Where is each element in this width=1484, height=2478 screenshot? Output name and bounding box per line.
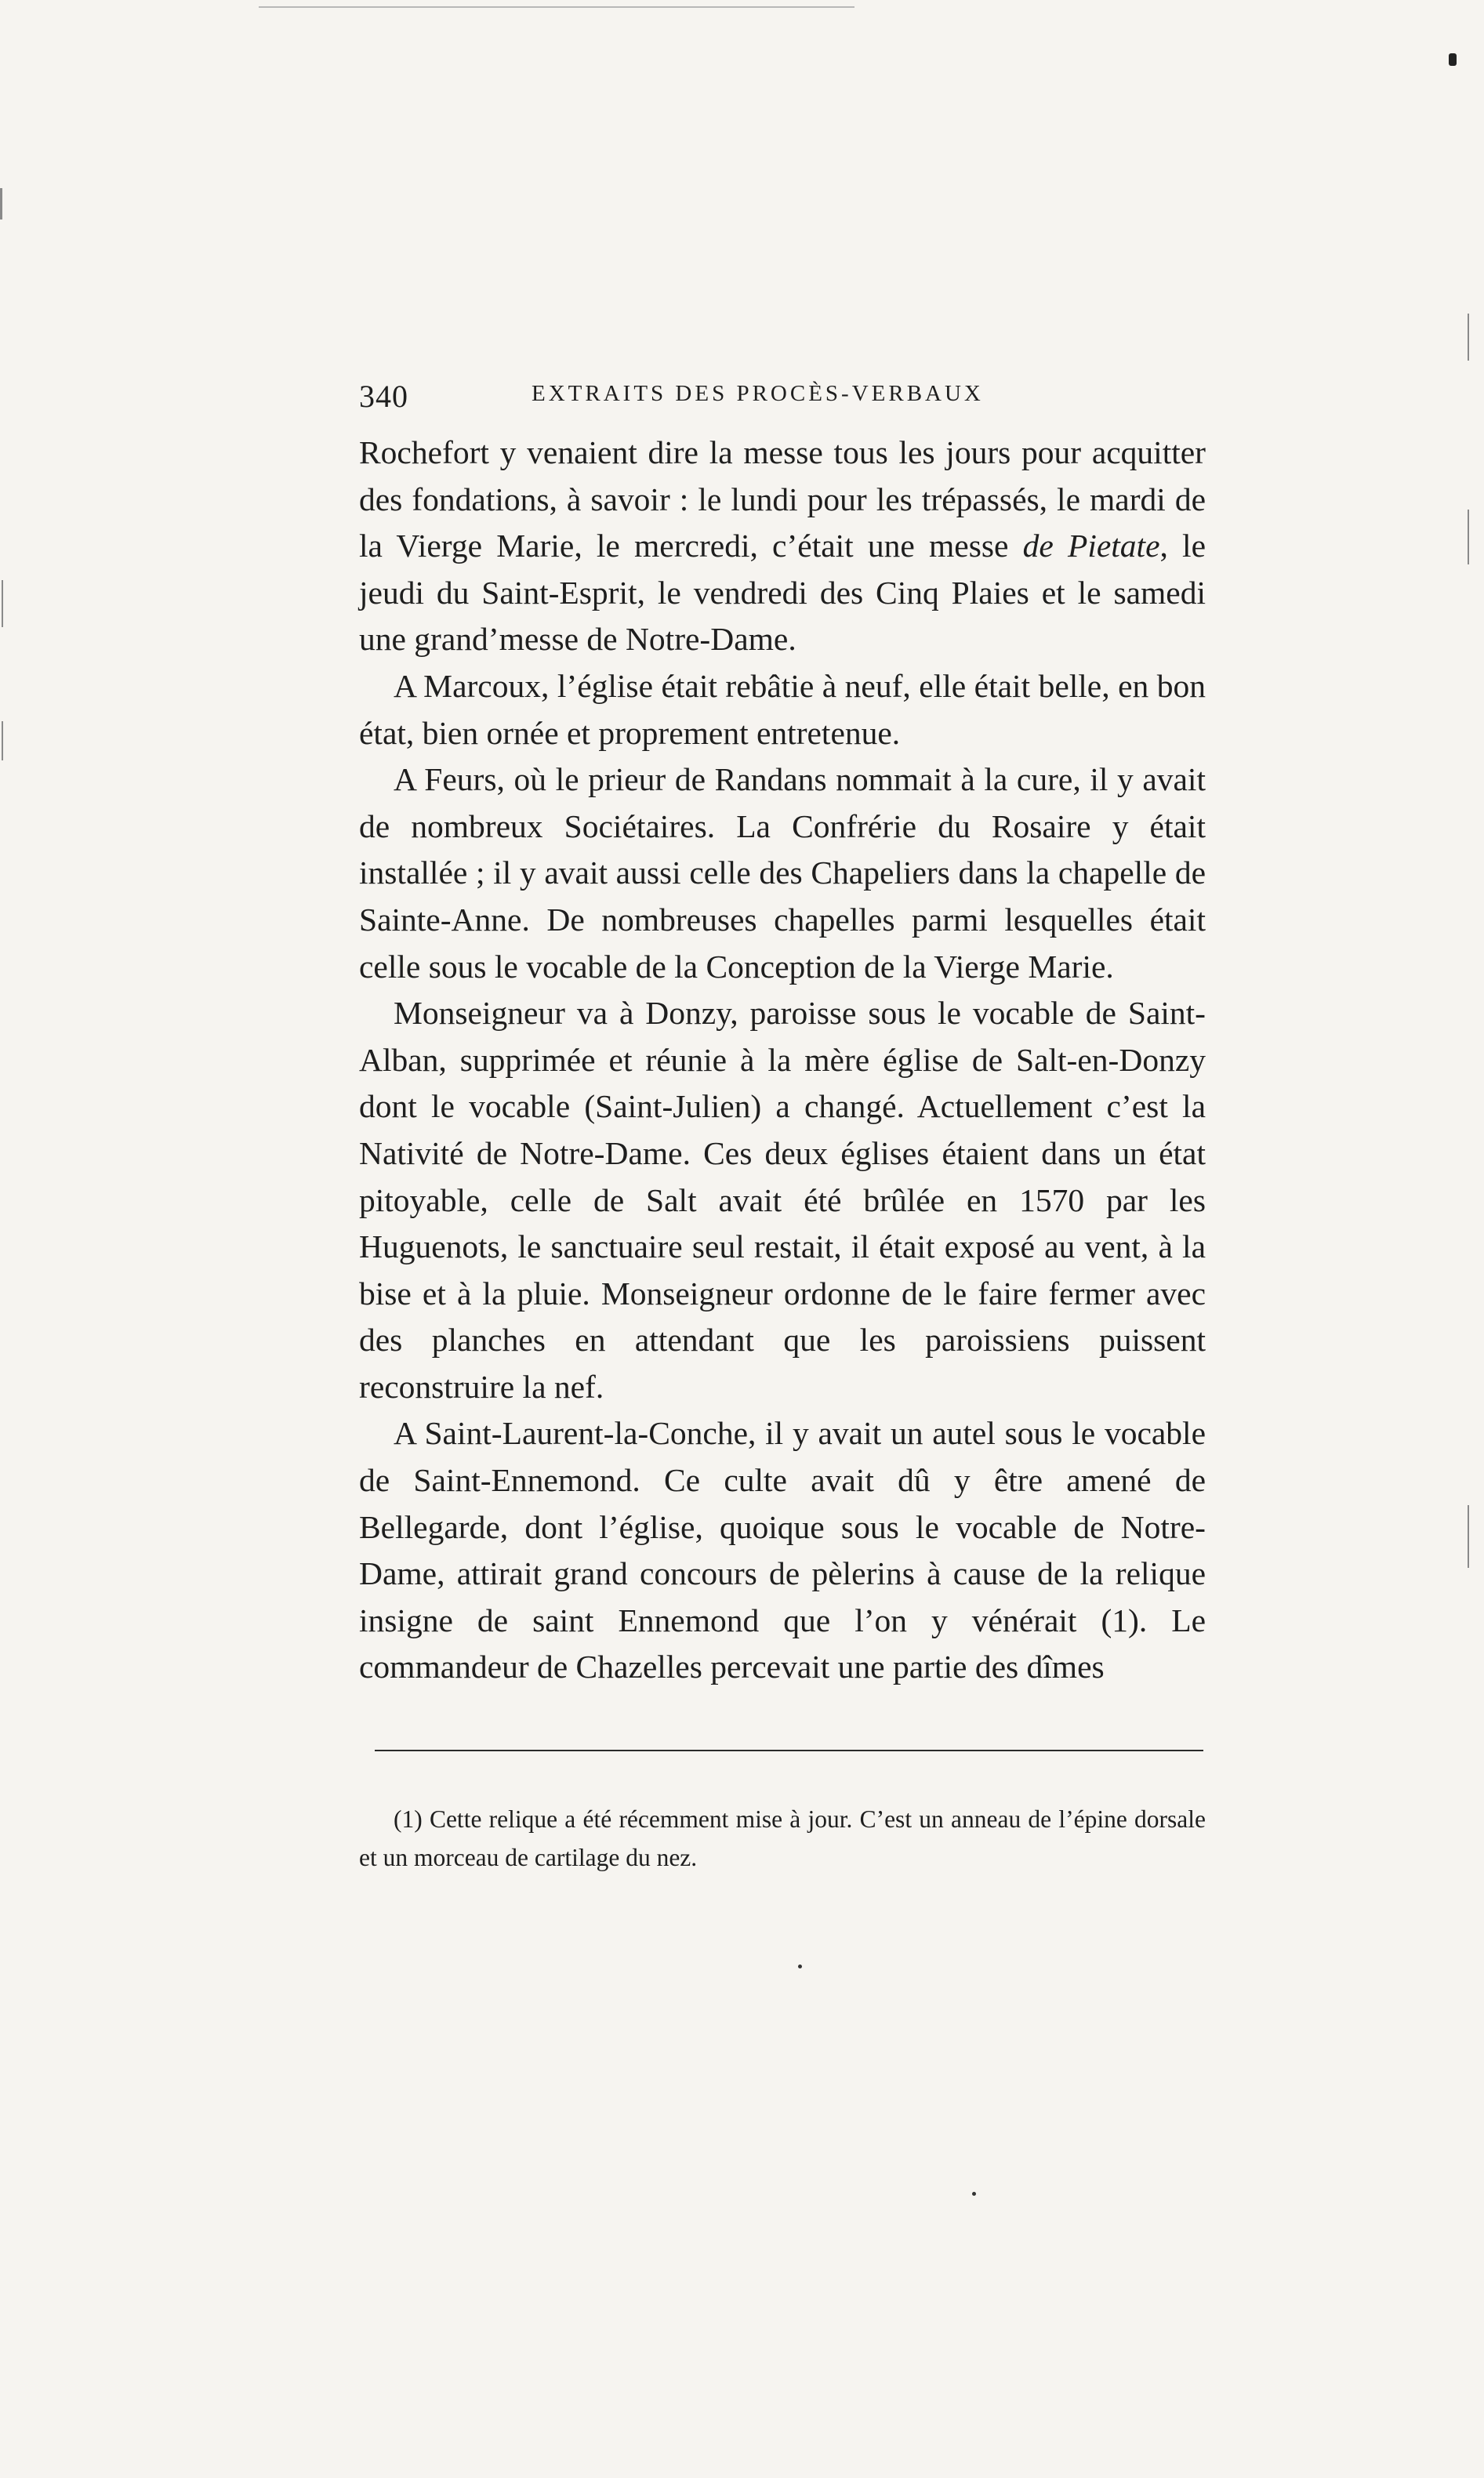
scan-edge-mark (2, 580, 3, 627)
scan-edge-mark (1468, 1505, 1469, 1568)
scan-speck (798, 1965, 802, 1968)
paragraph: A Marcoux, l’église était rebâtie à neuf, elle était belle, en bon état, bien ornée et proprement entretenue. (359, 667, 1206, 751)
scan-edge-mark (1468, 314, 1469, 361)
paragraph: Rochefort y venaient dire la messe tous les jours pour acquitter des fondations, à savoir : le lundi pour les trépassés, le mardi de la Vierge Marie, le mercredi, c’était une messe de Pietate, le jeudi du Saint-Esprit, le vendredi des Cinq Plaies et le samedi une grand’messe de Notre-Dame. (359, 434, 1206, 658)
scan-edge-line (259, 6, 854, 8)
paragraph: Monseigneur va à Donzy, paroisse sous le vocable de Saint-Alban, supprimée et réunie à la mère église de Salt-en-Donzy dont le vocable (Saint-Julien) a changé. Actuellement c’est la Nativité de Notre-Dame. Ces deux églises étaient dans un état pitoyable, celle de Salt avait été brûlée en 1570 par les Huguenots, le sanctuaire seul restait, il était exposé au vent, à la bise et à la pluie. Monseigneur ordonne de le faire fermer avec des planches en attendant que les paroissiens puissent reconstruire la nef. (359, 995, 1206, 1405)
body-text (359, 430, 1206, 1691)
paragraph: A Saint-Laurent-la-Conche, il y avait un autel sous le vocable de Saint-Ennemond. Ce culte avait dû y être amené de Bellegarde, dont l’église, quoique sous le vocable de Notre-Dame, attirait grand concours de pèlerins à cause de la relique insigne de saint Ennemond que l’on y vénérait (1). Le commandeur de Chazelles percevait une partie des dîmes (359, 1415, 1206, 1685)
page-number: 340 (359, 379, 408, 414)
scan-speck (972, 2192, 976, 2196)
running-title: EXTRAITS DES PROCÈS-VERBAUX (532, 381, 984, 406)
scan-artifact-mark (1449, 53, 1457, 66)
scan-edge-mark (2, 721, 3, 760)
footnote-divider (375, 1750, 1203, 1751)
italic-phrase: de Pietate (1022, 528, 1160, 564)
footnote-text: (1) Cette relique a été récemment mise à jour. C’est un anneau de l’épine dorsale et un morceau de cartilage du nez. (359, 1805, 1206, 1871)
running-head (359, 375, 1206, 414)
scan-edge-mark (0, 188, 2, 220)
footnote (359, 1800, 1206, 1877)
paragraph: A Feurs, où le prieur de Randans nommait à la cure, il y avait de nombreux Sociétaires. La Confrérie du Rosaire y était installée ; il y avait aussi celle des Chapeliers dans la chapelle de Sainte-Anne. De nombreuses chapelles parmi lesquelles était celle sous le vocable de la Conception de la Vierge Marie. (359, 761, 1206, 985)
scan-edge-mark (1468, 510, 1469, 564)
